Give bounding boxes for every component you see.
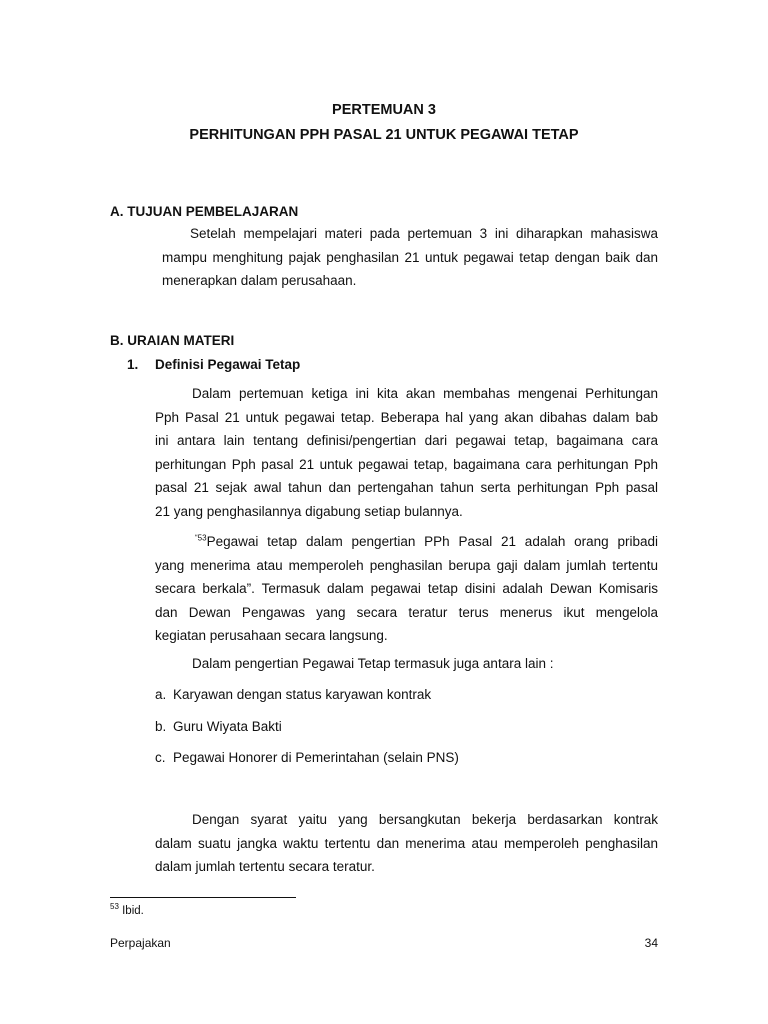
meeting-title: PERTEMUAN 3 xyxy=(332,102,436,118)
footnote-divider xyxy=(110,897,296,898)
paragraph-3: Dalam pengertian Pegawai Tetap termasuk juga antara lain : xyxy=(192,656,554,671)
subsection-number: 1. xyxy=(127,357,139,372)
footer-book-title: Perpajakan xyxy=(110,936,171,950)
text-line: 21 yang penghasilannya digabung setiap bulannya. xyxy=(155,503,463,519)
text-line: ini antara lain tentang definisi/pengertian dari pegawai tetap, bagaimana cara xyxy=(155,433,658,448)
text-line: yang menerima atau memperoleh penghasilan berupa gaji dalam jumlah tertentu xyxy=(155,557,658,573)
list-item-text: Guru Wiyata Bakti xyxy=(173,719,282,734)
footnote-number: 53 xyxy=(110,902,119,912)
footnote xyxy=(110,902,144,917)
text-line: mampu menghitung pajak penghasilan 21 untuk pegawai tetap dengan baik dan xyxy=(162,249,658,265)
text-line: secara berkala”. Termasuk dalam pegawai tetap disini adalah Dewan Komisaris xyxy=(155,581,658,596)
text-line: dan Dewan Pengawas yang secara teratur terus menerus ikut mengelola xyxy=(155,604,658,620)
quote-mark: “ xyxy=(195,533,198,543)
text-line: Dalam pertemuan ketiga ini kita akan membahas mengenai Perhitungan xyxy=(192,386,658,401)
text-line: Pph Pasal 21 untuk pegawai tetap. Beberapa hal yang akan dibahas dalam bab xyxy=(155,409,658,425)
text-line: perhitungan Pph pasal 21 untuk pegawai tetap, bagaimana cara perhitungan Pph xyxy=(155,456,658,472)
section-a-heading: A. TUJUAN PEMBELAJARAN xyxy=(110,204,299,219)
paragraph-2 xyxy=(155,530,658,648)
section-a-paragraph xyxy=(162,222,658,293)
subsection-title: Definisi Pegawai Tetap xyxy=(155,357,301,372)
footnote-ref: 53 xyxy=(197,533,207,543)
text-line: menerapkan dalam perusahaan. xyxy=(162,273,357,288)
list-marker: b. xyxy=(155,719,167,734)
list-item-text: Pegawai Honorer di Pemerintahan (selain PNS) xyxy=(173,750,459,765)
paragraph-4 xyxy=(155,808,658,879)
list-marker: a. xyxy=(155,687,167,702)
text-line: pasal 21 sejak awal tahun dan pertengahan tahun serta perhitungan Pph pasal xyxy=(155,480,658,495)
text-line: kegiatan perusahaan secara langsung. xyxy=(155,628,388,643)
section-b-heading: B. URAIAN MATERI xyxy=(110,333,235,348)
list-item-text: Karyawan dengan status karyawan kontrak xyxy=(173,687,432,702)
quote-text: Pegawai tetap dalam pengertian PPh Pasal 21 adalah orang pribadi xyxy=(206,534,658,549)
text-line: Setelah mempelajari materi pada pertemuan 3 ini diharapkan mahasiswa xyxy=(190,226,658,241)
text-line: Dengan syarat yaitu yang bersangkutan bekerja berdasarkan kontrak xyxy=(192,812,658,827)
page-number: 34 xyxy=(644,936,658,950)
text-line xyxy=(155,530,658,554)
text-line: dalam jumlah tertentu secara teratur. xyxy=(155,859,375,874)
text-line: dalam suatu jangka waktu tertentu dan menerima atau memperoleh penghasilan xyxy=(155,835,658,851)
paragraph-1 xyxy=(155,382,658,523)
page-title: PERHITUNGAN PPH PASAL 21 UNTUK PEGAWAI TETAP xyxy=(189,127,579,143)
footnote-text: Ibid. xyxy=(122,905,144,917)
list-marker: c. xyxy=(155,750,166,765)
